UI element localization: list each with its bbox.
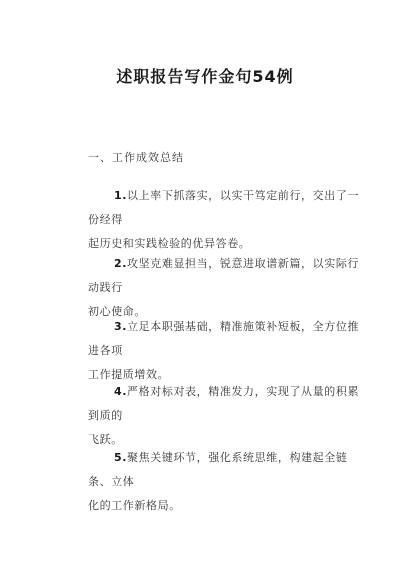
list-item bbox=[88, 252, 363, 324]
list-item-number: 2. bbox=[114, 257, 128, 270]
list-item-line bbox=[88, 315, 363, 363]
list-item-line bbox=[88, 446, 363, 494]
list-item-number: 5. bbox=[114, 451, 128, 464]
list-item-text: 以上率下抓落实，以实干笃定前行，交出了一份经得 bbox=[88, 189, 360, 226]
list-item-line: 起历史和实践检验的优异答卷。 bbox=[88, 237, 251, 250]
section-heading: 一、工作成效总结 bbox=[88, 151, 184, 164]
list-item-line: 化的工作新格局。 bbox=[88, 499, 181, 512]
document-title: 述职报告写作金句54例 bbox=[116, 67, 294, 86]
list-item-line bbox=[88, 380, 363, 428]
list-item-number: 1. bbox=[114, 189, 128, 202]
list-item-text: 立足本职强基础，精准施策补短板，全方位推进各项 bbox=[88, 320, 360, 357]
list-item-text: 聚焦关键环节，强化系统思维，构建起全链条、立体 bbox=[88, 451, 348, 488]
list-item bbox=[88, 315, 363, 387]
list-item-line bbox=[88, 252, 363, 300]
list-item-line: 初心使命。 bbox=[88, 305, 146, 318]
list-item-number: 3. bbox=[114, 320, 128, 333]
list-item-line bbox=[88, 184, 363, 232]
list-item-line: 飞跃。 bbox=[88, 433, 123, 446]
list-item-number: 4. bbox=[114, 385, 128, 398]
list-item bbox=[88, 380, 363, 452]
list-item-text: 攻坚克难显担当，锐意进取谱新篇，以实际行动践行 bbox=[88, 257, 360, 294]
list-item bbox=[88, 184, 363, 256]
list-item-text: 严格对标对表，精准发力，实现了从量的积累到质的 bbox=[88, 385, 360, 422]
list-item bbox=[88, 446, 363, 518]
list-item-line: 工作提质增效。 bbox=[88, 368, 170, 381]
